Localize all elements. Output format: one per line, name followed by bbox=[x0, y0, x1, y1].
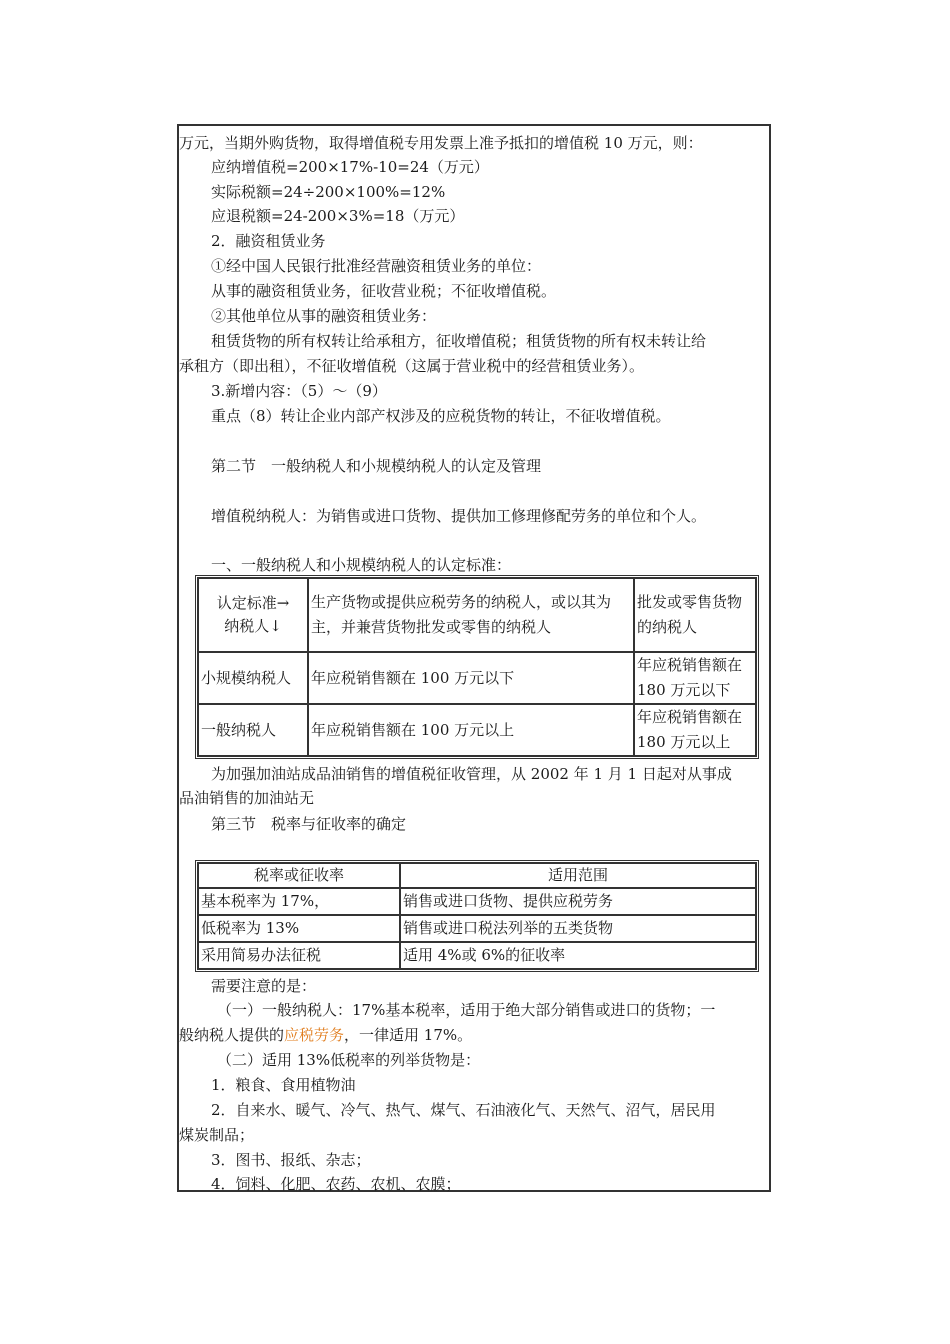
paragraph: 租赁货物的所有权转让给承租方，征收增值税；租赁货物的所有权未转让给 bbox=[211, 332, 707, 350]
text-span: 般纳税人提供的 bbox=[179, 1026, 285, 1044]
table-cell: 一般纳税人 bbox=[198, 704, 308, 756]
table-row bbox=[198, 652, 756, 704]
paragraph: 承租方（即出租），不征收增值税（这属于营业税中的经营租赁业务）。 bbox=[179, 357, 645, 375]
table-cell: 采用简易办法征税 bbox=[198, 942, 400, 969]
paragraph: 2．自来水、暖气、冷气、热气、煤气、石油液化气、天然气、沼气，居民用 bbox=[211, 1101, 716, 1119]
paragraph: 2．融资租赁业务 bbox=[211, 232, 326, 250]
corner-line-1: 认定标准→ bbox=[216, 594, 290, 612]
paragraph: 需要注意的是： bbox=[211, 977, 317, 995]
table-cell: 年应税销售额在 180 万元以上 bbox=[634, 704, 756, 756]
text-span: ，一律适用 17%。 bbox=[344, 1026, 473, 1044]
table-row bbox=[198, 888, 756, 915]
paragraph: 品油销售的加油站无 bbox=[179, 789, 315, 807]
paragraph: 3.新增内容：（5）～（9） bbox=[211, 382, 387, 400]
paragraph: ①经中国人民银行批准经营融资租赁业务的单位： bbox=[211, 257, 542, 275]
paragraph: 一、一般纳税人和小规模纳税人的认定标准： bbox=[211, 556, 512, 574]
paragraph: 从事的融资租赁业务，征收营业税；不征收增值税。 bbox=[211, 282, 557, 300]
corner-line-2: 纳税人↓ bbox=[224, 617, 282, 635]
table-cell: 销售或进口税法列举的五类货物 bbox=[400, 915, 756, 942]
paragraph: 实际税额=24÷200×100%=12% bbox=[211, 183, 446, 201]
paragraph: 重点（8）转让企业内部产权涉及的应税货物的转让，不征收增值税。 bbox=[211, 407, 671, 425]
paragraph: 煤炭制品； bbox=[179, 1126, 255, 1144]
table-cell: 小规模纳税人 bbox=[198, 652, 308, 704]
table-cell: 适用 4%或 6%的征收率 bbox=[400, 942, 756, 969]
paragraph: （二）适用 13%低税率的列举货物是： bbox=[217, 1051, 481, 1069]
paragraph bbox=[179, 1024, 773, 1046]
table-cell: 年应税销售额在 100 万元以上 bbox=[308, 704, 634, 756]
table-row bbox=[198, 704, 756, 756]
tax-rate-table bbox=[195, 860, 759, 972]
content-frame bbox=[177, 124, 771, 1192]
table-header-cell: 适用范围 bbox=[400, 863, 756, 888]
paragraph: 4．饲料、化肥、农药、农机、农膜； bbox=[211, 1175, 461, 1193]
paragraph: 3．图书、报纸、杂志； bbox=[211, 1151, 371, 1169]
table-row bbox=[198, 915, 756, 942]
table-cell: 低税率为 13% bbox=[198, 915, 400, 942]
paragraph: ②其他单位从事的融资租赁业务： bbox=[211, 307, 437, 325]
paragraph: 万元，当期外购货物，取得增值税专用发票上准予抵扣的增值税 10 万元，则： bbox=[179, 134, 703, 152]
paragraph: （一）一般纳税人：17%基本税率，适用于绝大部分销售或进口的货物；一 bbox=[217, 1001, 716, 1019]
paragraph: 应退税额=24-200×3%=18（万元） bbox=[211, 207, 465, 225]
table-header-cell: 税率或征收率 bbox=[198, 863, 400, 888]
paragraph: 为加强加油站成品油销售的增值税征收管理，从 2002 年 1 月 1 日起对从事成 bbox=[211, 765, 732, 783]
table-header-cell: 生产货物或提供应税劳务的纳税人，或以其为主，并兼营货物批发或零售的纳税人 bbox=[308, 578, 634, 652]
table-cell: 年应税销售额在 100 万元以下 bbox=[308, 652, 634, 704]
table-corner-cell bbox=[198, 578, 308, 652]
section-heading: 第二节 一般纳税人和小规模纳税人的认定及管理 bbox=[211, 457, 542, 475]
section-heading: 第三节 税率与征收率的确定 bbox=[211, 815, 407, 833]
paragraph: 应纳增值税=200×17%-10=24（万元） bbox=[211, 158, 489, 176]
table-row bbox=[198, 942, 756, 969]
taxable-service-link[interactable]: 应税劳务 bbox=[284, 1026, 345, 1044]
taxpayer-standard-table bbox=[195, 575, 759, 759]
table-cell: 销售或进口货物、提供应税劳务 bbox=[400, 888, 756, 915]
table-cell: 基本税率为 17%， bbox=[198, 888, 400, 915]
table-header-cell: 批发或零售货物的纳税人 bbox=[634, 578, 756, 652]
paragraph: 增值税纳税人：为销售或进口货物、提供加工修理修配劳务的单位和个人。 bbox=[211, 507, 707, 525]
table-cell: 年应税销售额在 180 万元以下 bbox=[634, 652, 756, 704]
paragraph: 1．粮食、食用植物油 bbox=[211, 1076, 356, 1094]
